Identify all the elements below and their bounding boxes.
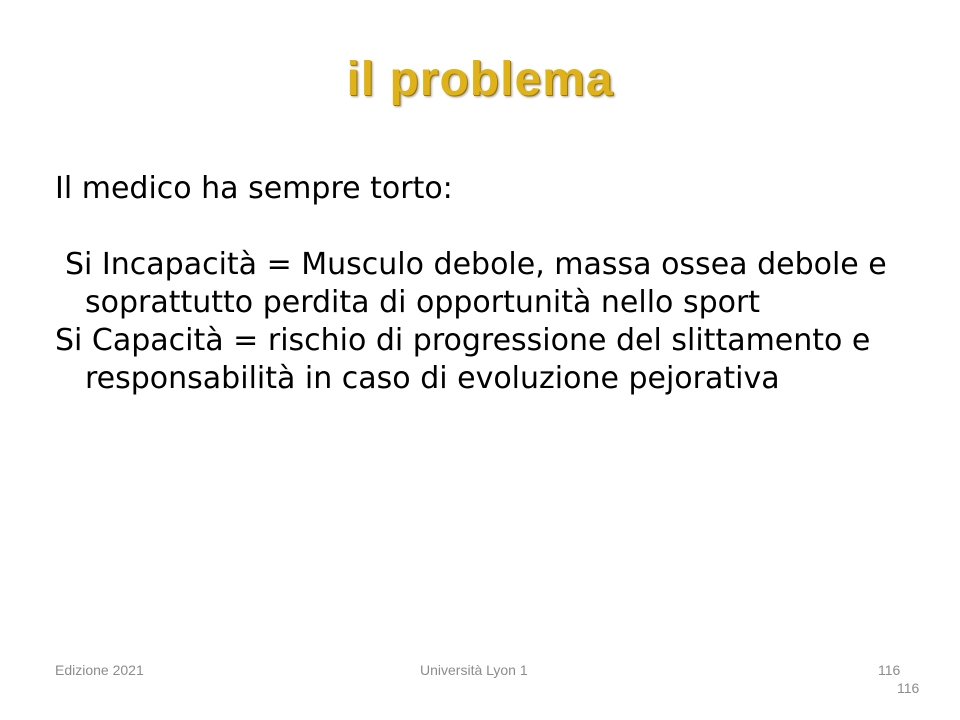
- slide-body: [55, 170, 925, 398]
- body-paragraph-incapacita: Si Incapacità = Musculo debole, massa ossea debole e soprattutto perdita di opportunità nello sport: [65, 247, 887, 320]
- footer-edition: Edizione 2021: [55, 662, 144, 678]
- footer-slide-number: 116: [878, 662, 901, 678]
- footer-institution: Università Lyon 1: [420, 662, 528, 678]
- page-number: 116: [897, 680, 920, 696]
- slide-title: il problema: [346, 53, 614, 106]
- body-paragraph-intro: Il medico ha sempre torto:: [55, 171, 453, 206]
- body-paragraph-capacita: Si Capacità = rischio di progressione del slittamento e responsabilità in caso di evoluzione pejorativa: [55, 323, 871, 396]
